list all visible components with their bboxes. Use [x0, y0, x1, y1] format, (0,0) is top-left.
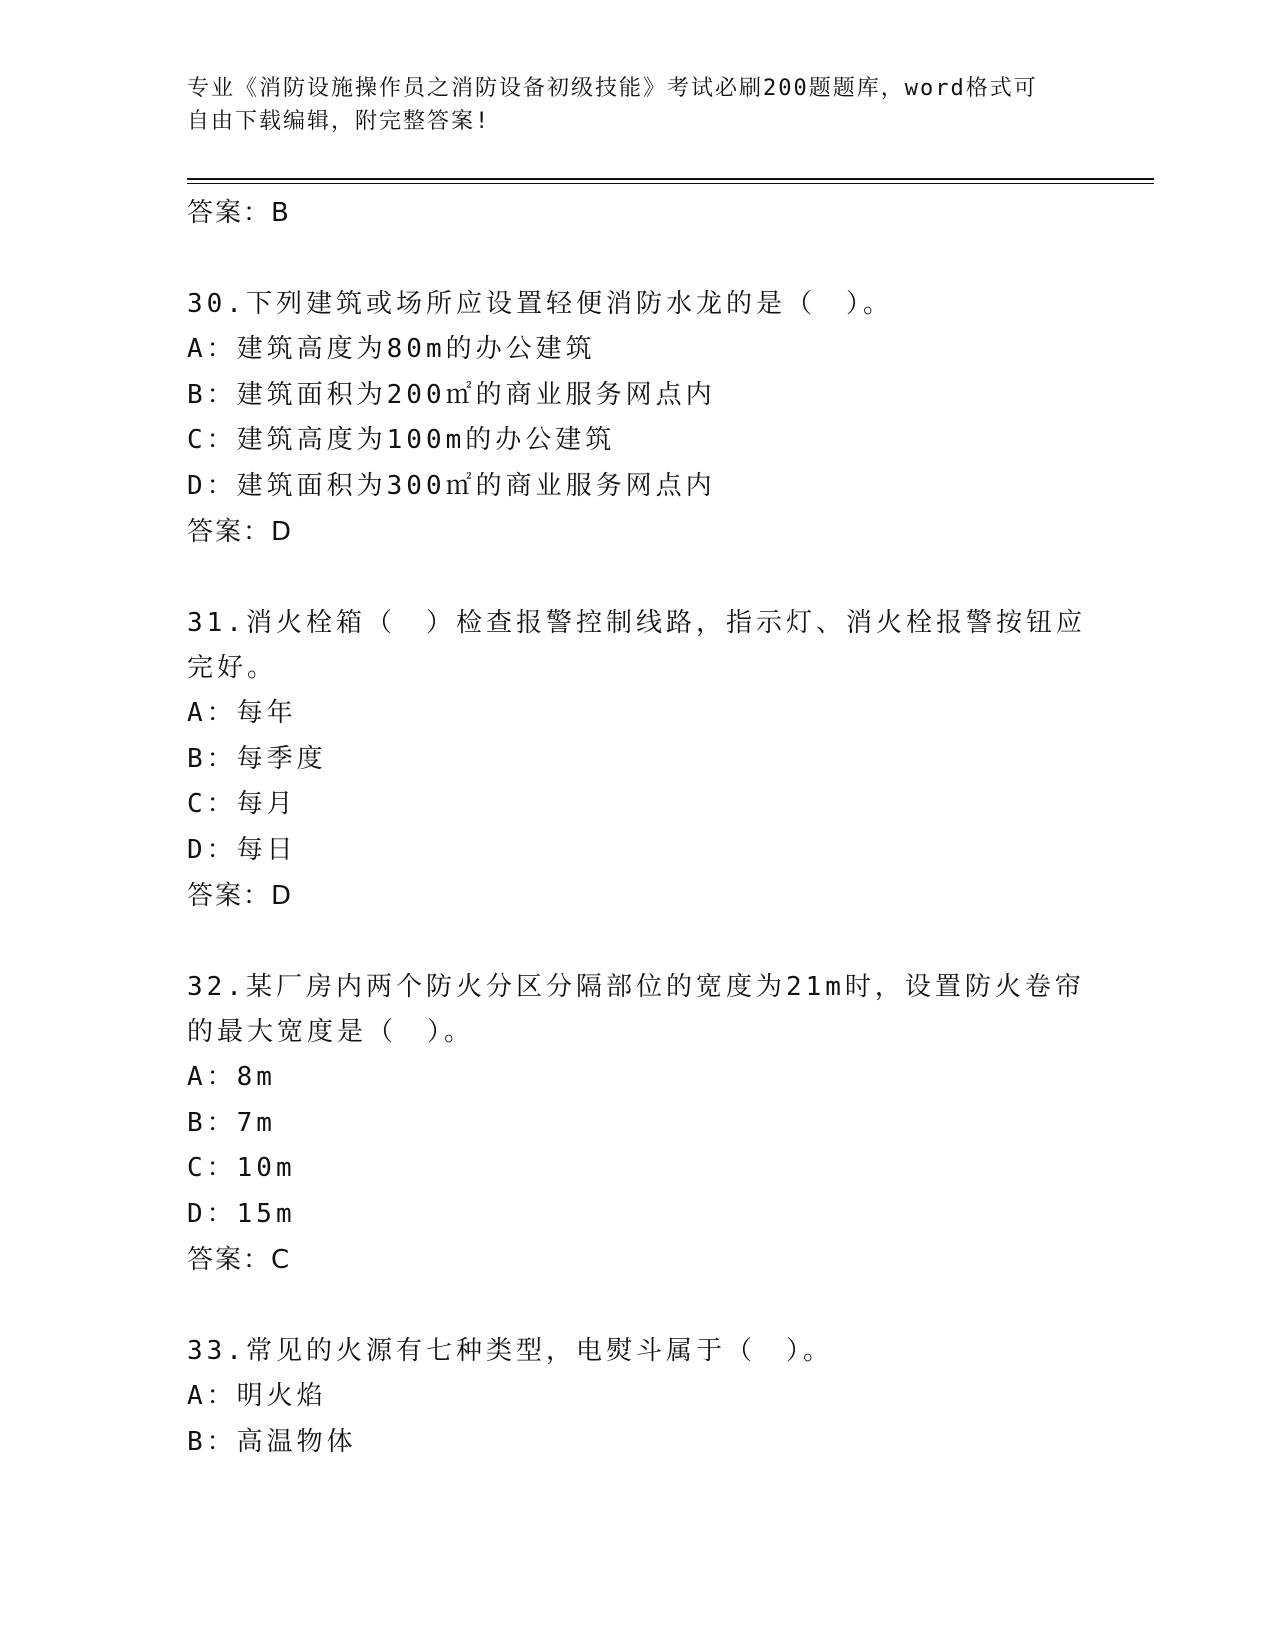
question-stem: 30.下列建筑或场所应设置轻便消防水龙的是（ ）。: [187, 289, 893, 319]
question-list: [187, 190, 1087, 1465]
question-stem: 31.消火栓箱（ ）检查报警控制线路，指示灯、消火栓报警按钮应完好。: [187, 608, 1086, 683]
option-b: B：建筑面积为200㎡的商业服务网点内: [187, 379, 716, 410]
question-33: [187, 1329, 1087, 1465]
option-d: D：15m: [187, 1198, 296, 1229]
answer-line: 答案：D: [187, 517, 294, 547]
option-a: A：建筑高度为80m的办公建筑: [187, 334, 596, 364]
question-stem: 32.某厂房内两个防火分区分隔部位的宽度为21m时，设置防火卷帘的最大宽度是（ ）。: [187, 972, 1085, 1047]
header-line-2: 自由下载编辑，附完整答案!: [187, 109, 491, 134]
question-30: [187, 282, 1087, 555]
option-d: D：每日: [187, 834, 297, 865]
option-d: D：建筑面积为300㎡的商业服务网点内: [187, 470, 716, 501]
header-divider-thick: [187, 178, 1154, 180]
option-c: C：10m: [187, 1153, 296, 1183]
option-b: B：每季度: [187, 743, 327, 774]
option-b: B：高温物体: [187, 1426, 357, 1457]
option-a: A：明火焰: [187, 1381, 327, 1411]
document-header: [187, 72, 1087, 138]
question-stem: 33.常见的火源有七种类型，电熨斗属于（ ）。: [187, 1336, 833, 1366]
option-c: C：每月: [187, 789, 297, 819]
question-32: [187, 965, 1087, 1283]
answer-line: 答案：B: [187, 198, 291, 228]
option-a: A：每年: [187, 698, 297, 728]
answer-line: 答案：C: [187, 1245, 292, 1275]
option-a: A：8m: [187, 1062, 276, 1092]
answer-line: 答案：D: [187, 881, 294, 911]
header-line-1: 专业《消防设施操作员之消防设备初级技能》考试必刷200题题库，word格式可: [187, 76, 1038, 101]
question-31: [187, 601, 1087, 919]
option-c: C：建筑高度为100m的办公建筑: [187, 425, 616, 455]
option-b: B：7m: [187, 1107, 276, 1138]
header-divider-thin: [187, 183, 1154, 184]
